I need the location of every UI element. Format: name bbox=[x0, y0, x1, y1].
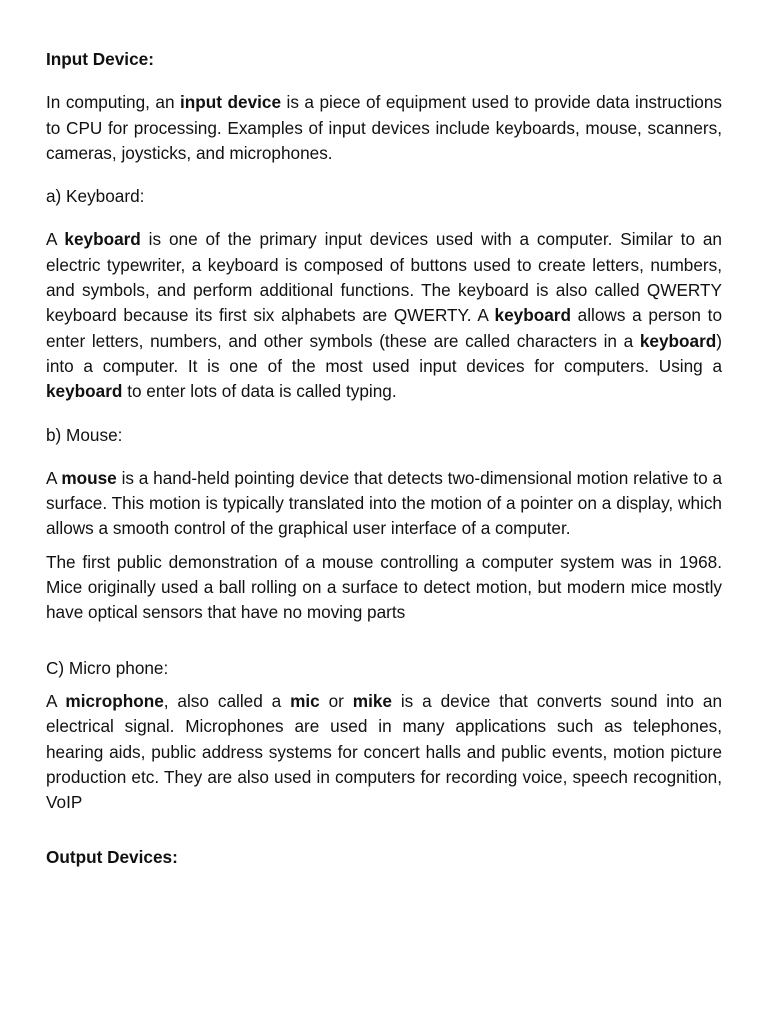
document-body bbox=[46, 47, 722, 871]
paragraph-mouse-history: The first public demonstration of a mouse controlling a computer system was in 1968. Mice originally used a ball rolling on a surface to detect motion, but modern mice mostly have optical sensors that have no moving parts bbox=[46, 551, 722, 623]
heading-output-devices: Output Devices: bbox=[46, 847, 178, 868]
heading-microphone: C) Micro phone: bbox=[46, 657, 169, 678]
paragraph-intro: In computing, an input device is a piece of equipment used to provide data instructions to CPU for processing. Examples of input devices include keyboards, mouse, scanners, cameras, joysticks, and microphones. bbox=[46, 92, 722, 163]
heading-keyboard: a) Keyboard: bbox=[46, 186, 145, 207]
heading-mouse: b) Mouse: bbox=[46, 424, 123, 445]
paragraph-mouse: A mouse is a hand-held pointing device that detects two-dimensional motion relative to a surface. This motion is typically translated into the motion of a pointer on a display, which allows a smooth control of the graphical user interface of a computer. bbox=[46, 467, 723, 539]
heading-input-device: Input Device: bbox=[46, 49, 154, 69]
paragraph-keyboard: A keyboard is one of the primary input devices used with a computer. Similar to an electric typewriter, a keyboard is composed of buttons used to create letters, numbers, and symbols, and perform additional functions. The keyboard is also called QWERTY keyboard because its first six alphabets are QWERTY. A keyboard allows a person to enter letters, numbers, and other symbols (these are called characters in a keyboard) into a computer. It is one of the most used input devices for computers. Using a keyboard to enter lots of data is called typing. bbox=[46, 229, 722, 402]
paragraph-microphone: A microphone, also called a mic or mike is a device that converts sound into an electrical signal. Microphones are used in many applications such as telephones, hearing aids, public address systems for concert halls and public events, motion picture production etc. They are also used in computers for recording voice, speech recognition, VoIP bbox=[46, 690, 722, 813]
